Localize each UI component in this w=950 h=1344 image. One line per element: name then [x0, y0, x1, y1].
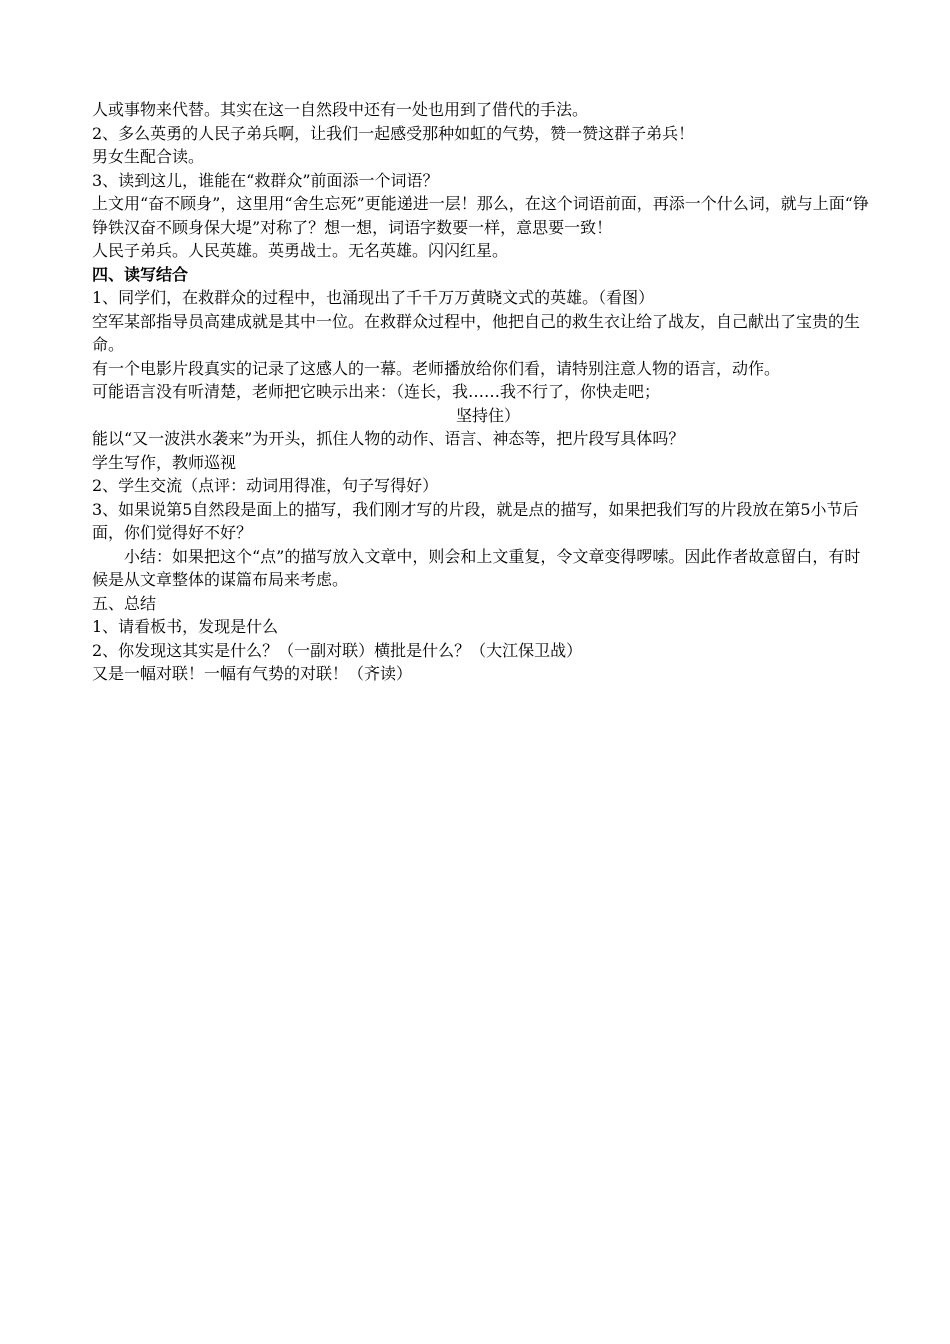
- paragraph-line: 3、如果说第5自然段是面上的描写，我们刚才写的片段，就是点的描写，如果把我们写的片段放在第5小节后面，你们觉得好不好？: [92, 499, 859, 542]
- document-page: [92, 98, 872, 686]
- paragraph-line: 人或事物来代替。其实在这一自然段中还有一处也用到了借代的手法。: [92, 100, 589, 119]
- paragraph-line: 3、读到这儿，谁能在“救群众”前面添一个词语？: [92, 170, 439, 190]
- paragraph-line: 1、同学们，在救群众的过程中，也涌现出了千千万万黄晓文式的英雄。（看图）: [92, 288, 655, 307]
- paragraph-line: 2、学生交流（点评：动词用得准，句子写得好）: [92, 476, 439, 495]
- paragraph-line: 上文用“奋不顾身”，这里用“舍生忘死”更能递进一层！那么，在这个词语前面，再添一个什么词，就与上面“铮铮铁汉奋不顾身保大堤”对称了？想一想，词语字数要一样，意思要一致！: [92, 194, 869, 237]
- paragraph-line: 2、多么英勇的人民子弟兵啊，让我们一起感受那种如虹的气势，赞一赞这群子弟兵！: [92, 123, 695, 143]
- paragraph-line: 人民子弟兵。人民英雄。英勇战士。无名英雄。闪闪红星。: [92, 241, 509, 260]
- paragraph-line: 2、你发现这其实是什么？（一副对联）横批是什么？（大江保卫战）: [92, 640, 583, 660]
- paragraph-line: 又是一幅对联！一幅有气势的对联！（齐读）: [92, 664, 413, 683]
- paragraph-line: 空军某部指导员高建成就是其中一位。在救群众过程中，他把自己的救生衣让给了战友，自己献出了宝贵的生命。: [92, 311, 861, 354]
- paragraph-line: 学生写作，教师巡视: [92, 452, 237, 472]
- summary-paragraph: 小结：如果把这个“点”的描写放入文章中，则会和上文重复，令文章变得啰嗦。因此作者故意留白，有时候是从文章整体的谋篇布局来考虑。: [92, 546, 861, 589]
- paragraph-line: 可能语言没有听清楚，老师把它映示出来：（连长，我……我不行了，你快走吧；: [92, 382, 661, 401]
- paragraph-line: 有一个电影片段真实的记录了这感人的一幕。老师播放给你们看，请特别注意人物的语言，动作。: [92, 358, 781, 378]
- paragraph-line-continuation: 坚持住）: [456, 405, 521, 425]
- paragraph-line: 1、请看板书，发现是什么: [92, 617, 279, 636]
- section-heading-4: 四、读写结合: [92, 264, 189, 284]
- section-heading-5: 五、总结: [92, 593, 157, 613]
- paragraph-line: 能以“又一波洪水袭来”为开头，抓住人物的动作、语言、神态等，把片段写具体吗？: [92, 429, 685, 448]
- paragraph-line: 男女生配合读。: [92, 147, 205, 166]
